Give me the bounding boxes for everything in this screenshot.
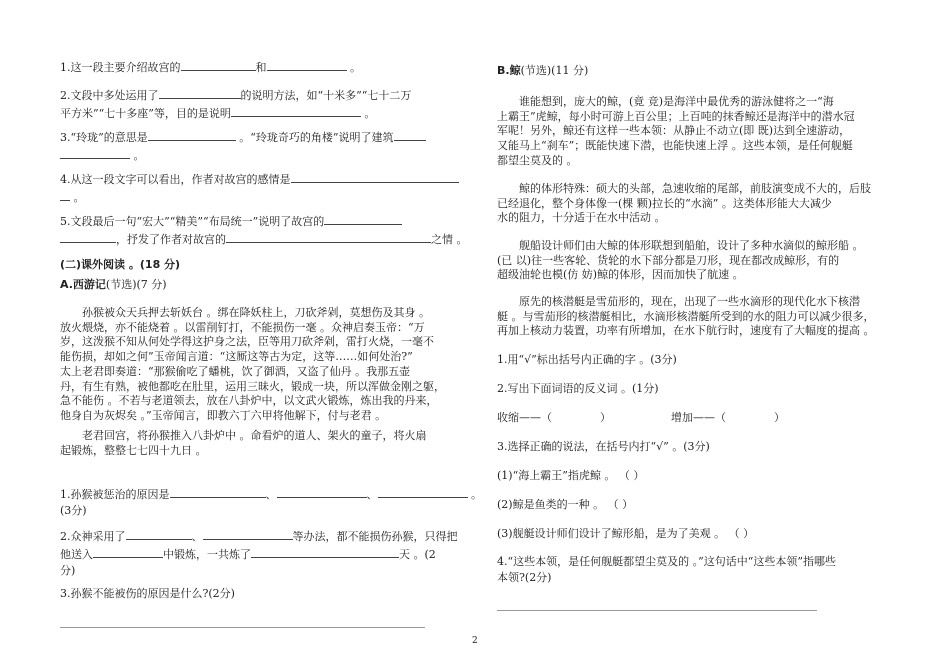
passage-line: 他身自为灰烬矣 。”玉帝闻言，即教六丁六甲将他解下，付与老君 。 (60, 408, 387, 422)
question-4 (60, 170, 480, 206)
passage-line: 老君回宫，将孙猴推入八卦炉中 。命看炉的道人、架火的童子，将火扇 (82, 429, 427, 442)
question-a3: 3.孙猴不能被伤的原因是什么?(2分) (60, 587, 235, 600)
passage-line: 都望尘莫及的 。 (497, 153, 578, 167)
passage-a (60, 306, 480, 424)
separator: 、 (366, 488, 378, 501)
question-3 (60, 128, 480, 164)
part-b-title: B.鲸 (497, 64, 521, 77)
q3-text: 3.“玲珑”的意思是 (60, 131, 148, 144)
paren-close: ） (600, 411, 611, 424)
question-b3: 3.选择正确的说法，在括号内打“√” 。(3分) (497, 440, 710, 453)
part-a-heading (60, 277, 480, 293)
paren-close: ） (774, 411, 785, 424)
answer-blank[interactable] (148, 128, 236, 141)
passage-line: 急不能伤 。不若与老道领去，放在八卦炉中，以文武火锻炼，炼出我的丹来， (60, 394, 438, 408)
passage-line: 太上老君即奏道：“那猴偷吃了蟠桃，饮了御酒，又盗了仙丹 。我那五壶 (60, 364, 411, 378)
passage-line: 已经退化，整个身体像一(棵 颗)拉长的“水滴” 。这类体形能大大减少 (497, 196, 832, 210)
question-a2 (60, 527, 480, 579)
answer-line[interactable] (497, 610, 817, 611)
part-a-title: A.西游记 (60, 278, 106, 291)
passage-line: 再加上核动力装置，功率有所增加，在水下航行时，速度有了大幅度的提高 。 (497, 324, 875, 338)
answer-blank[interactable] (251, 545, 399, 558)
passage-line: 孙猴被众天兵押去斩妖台 。绑在降妖柱上，刀砍斧剁，莫想伤及其身 。 (82, 306, 430, 319)
qa2-points: 分) (60, 564, 76, 577)
qa1-points: (3分) (60, 504, 87, 517)
passage-line: 起锻炼，整整七七四十九日 。 (60, 444, 207, 457)
qa2-text: 中锻炼，一共炼了 (163, 548, 251, 561)
answer-blank[interactable] (159, 86, 241, 99)
passage-line: 放火煨烧，亦不能烧着 。以雷削钉打，不能损伤一毫 。众神启奏玉帝：“万 (60, 320, 425, 334)
passage-line: 鲸的体形特殊：硕大的头部，急速收缩的尾部，前肢演变成不大的，后肢 (519, 182, 871, 195)
q5-text: ，抒发了作者对故宫的 (116, 233, 226, 246)
antonym-item: 增加——（ (671, 411, 726, 424)
answer-blank[interactable] (60, 146, 130, 159)
part-b-heading (497, 63, 917, 79)
passage-line: 原先的核潜艇是雪茄形的，现在，出现了一些水滴形的现代化水下核潜 (519, 295, 860, 308)
choice-1[interactable]: (1)“海上霸王”指虎鲸 。 （ ） (497, 469, 645, 482)
answer-blank[interactable] (93, 545, 163, 558)
q4-end: 。 (73, 191, 85, 204)
answer-blank[interactable] (126, 527, 192, 540)
question-a1 (60, 485, 480, 519)
passage-line: 舰船设计师们由大鲸的体形联想到船舶，设计了多种水滴似的鲸形船 。 (519, 239, 864, 252)
passage-line: 丹，有生有熟，被他都吃在肚里，运用三昧火，锻成一块，所以浑做金刚之躯， (60, 379, 445, 393)
qa1-end: 。 (471, 488, 482, 501)
passage-b-para-1 (497, 95, 917, 169)
question-b2-items (497, 410, 917, 426)
question-b4 (497, 554, 917, 586)
qa2-text: 天 。(2 (399, 548, 436, 561)
answer-blank[interactable] (267, 58, 347, 71)
qb4-text: 4.“这些本领，是任何舰艇都望尘莫及的 。”这句话中“这些本领”指哪些 (497, 555, 836, 568)
answer-blank[interactable] (378, 485, 468, 498)
question-b2: 2.写出下面词语的反义词 。(1分) (497, 382, 659, 395)
q3-end: 。 (133, 149, 145, 162)
answer-blank[interactable] (394, 128, 426, 141)
passage-line: 水的阻力，十分适于在水中活动 。 (497, 211, 666, 225)
passage-b-para-3 (497, 239, 917, 283)
q5-text: 5.文段最后一句“宏大”“精美”“布局统一”说明了故宫的 (60, 215, 325, 228)
answer-blank[interactable] (231, 104, 361, 117)
page-number: 2 (472, 636, 478, 646)
passage-b-para-4 (497, 295, 917, 339)
answer-blank[interactable] (181, 58, 256, 71)
passage-line: 超级油轮也模(仿 妨)鲸的体形，因而加快了航速 。 (497, 268, 744, 282)
antonym-item: 收缩——（ (497, 411, 552, 424)
question-1 (60, 58, 480, 76)
question-5 (60, 212, 480, 248)
passage-line: 谁能想到，庞大的鲸，(竟 竞)是海洋中最优秀的游泳健将之一“海 (519, 95, 834, 108)
answer-line[interactable] (60, 627, 425, 628)
answer-blank[interactable] (170, 485, 266, 498)
qa1-text: 1.孙猴被惩治的原因是 (60, 488, 170, 501)
qa2-text: 2.众神采用了 (60, 530, 126, 543)
q2-text: 的说明方法，如“十米多”“七十二万 (240, 89, 412, 102)
q1-end: 。 (350, 61, 361, 74)
answer-blank[interactable] (203, 527, 293, 540)
passage-line: 上霸王”虎鲸，每小时可游上百公里；上百吨的抹香鲸还是海洋中的潜水冠 (497, 109, 855, 123)
q2-text: 平方米”“七十多座”等，目的是说明 (60, 107, 231, 120)
choice-2[interactable]: (2)鲸是鱼类的一种 。 （ ） (497, 498, 634, 511)
passage-line: 又能马上“刹车”；既能快速下潜，也能快速上浮 。这些本领，是任何舰艇 (497, 139, 853, 153)
qa2-text: 他送入 (60, 548, 93, 561)
answer-blank[interactable] (324, 212, 402, 225)
passage-line: 军呢！另外，鲸还有这样一些本领：从静止不动立(即 既)达到全速游动， (497, 124, 851, 138)
separator: 、 (265, 488, 277, 501)
q3-text: 。“玲珑奇巧的角楼”说明了建筑 (239, 131, 394, 144)
qb4-text: 本领?(2分) (497, 571, 552, 584)
q5-end: 之情 。 (431, 233, 468, 246)
passage-line: 岁，这泼猴不知从何处学得这护身之法，臣等用刀砍斧剁，雷打火烧，一毫不 (60, 335, 434, 349)
answer-blank[interactable] (60, 188, 70, 201)
passage-a-2 (60, 428, 480, 458)
passage-line: (已 以)往一些客轮、货轮的水下部分都是刀形，现在都改成鲸形，有的 (497, 253, 840, 267)
separator: 、 (191, 530, 203, 543)
q4-text: 4.从这一段文字可以看出，作者对故宫的感情是 (60, 173, 291, 186)
answer-blank[interactable] (226, 230, 431, 243)
passage-line: 能伤损，却如之何”玉帝闻言道：“这厮这等古为定，这等……如何处治?” (60, 350, 413, 364)
answer-blank[interactable] (277, 485, 367, 498)
qa2-text: 等办法，都不能损伤孙猴，只得把 (292, 530, 458, 543)
q1-and: 和 (255, 61, 267, 74)
q2-end: 。 (364, 107, 376, 120)
question-b1: 1.用“√”标出括号内正确的字 。(3分) (497, 353, 677, 366)
choice-3[interactable]: (3)舰艇设计师们设计了鲸形船，是为了美观 。 （ ） (497, 527, 755, 540)
q2-text: 2.文段中多处运用了 (60, 89, 159, 102)
answer-blank[interactable] (60, 230, 116, 243)
part-a-note: (节选)(7 分) (105, 278, 167, 291)
q1-text: 1.这一段主要介绍故宫的 (60, 61, 181, 74)
section-heading: (二)课外阅读 。(18 分) (60, 258, 181, 271)
question-2 (60, 86, 480, 122)
passage-b-para-2 (497, 182, 917, 226)
answer-blank[interactable] (291, 170, 459, 183)
part-b-note: (节选)(11 分) (520, 64, 589, 77)
passage-line: 艇 。与雪茄形的核潜艇相比，水滴形核潜艇所受到的水的阻力可以减少很多， (497, 309, 875, 323)
